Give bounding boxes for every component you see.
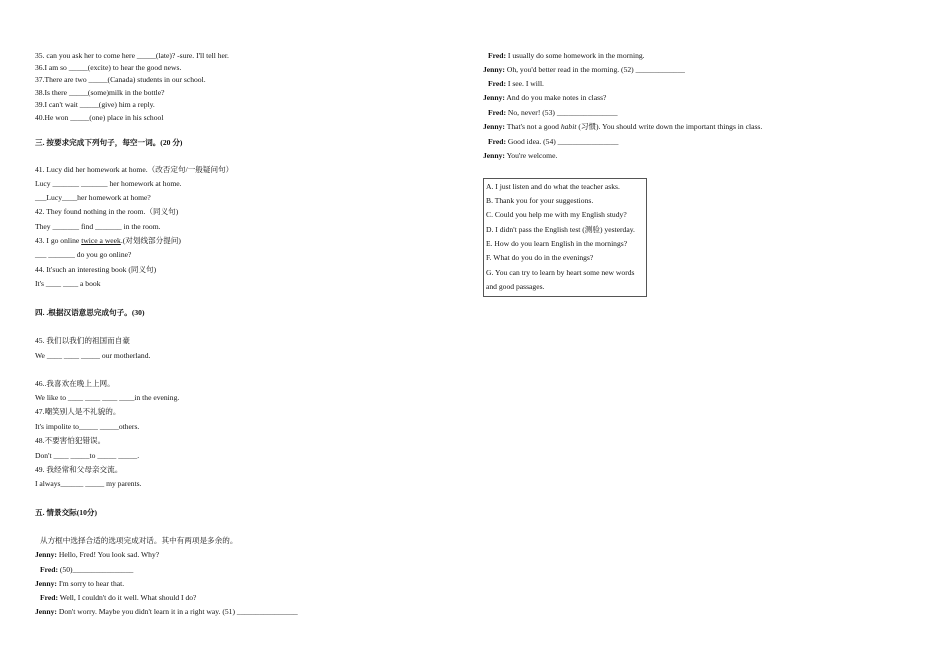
option-b: B. Thank you for your suggestions. bbox=[486, 196, 594, 205]
dialogue-text: Good idea. (54) ________________ bbox=[506, 137, 619, 146]
dialogue-text: I'm sorry to hear that. bbox=[56, 579, 125, 588]
question-37: 37.There are two _____(Canada) students in our school. bbox=[35, 75, 206, 84]
dialogue-text: No, never! (53) ________________ bbox=[506, 108, 618, 117]
speaker-label: Jenny: bbox=[483, 93, 505, 102]
section-3-title: 三. 按要求完成下列句子，每空一词。(20 分) bbox=[35, 138, 183, 147]
option-d: D. I didn't pass the English test (测验) yesterday. bbox=[486, 225, 635, 234]
option-c: C. Could you help me with my English study? bbox=[486, 210, 627, 219]
speaker-label: Jenny: bbox=[35, 550, 57, 559]
question-48: 48.不要害怕犯错误。 bbox=[35, 436, 106, 445]
dialogue-line bbox=[488, 51, 645, 61]
dialogue-text: You're welcome. bbox=[504, 151, 558, 160]
speaker-label: Jenny: bbox=[483, 151, 505, 160]
question-44: 44. It'such an interesting book (同义句) bbox=[35, 265, 157, 274]
question-41-b: ___Lucy____her homework at home? bbox=[35, 193, 151, 202]
dialogue-text: Oh, you'd better read in the morning. (52) _____________ bbox=[504, 65, 685, 74]
section-5-intro: 从方框中选择合适的选项完成对话。其中有两项是多余的。 bbox=[40, 536, 238, 545]
question-42-a: They _______ find _______ in the room. bbox=[35, 222, 161, 231]
question-44-a: It's ____ ____ a book bbox=[35, 279, 101, 288]
option-g: G. You can try to learn by heart some new words bbox=[486, 268, 635, 277]
question-49: 49. 我经常和父母亲交流。 bbox=[35, 465, 123, 474]
speaker-label: Fred: bbox=[40, 565, 58, 574]
option-g-continued: and good passages. bbox=[486, 282, 545, 291]
option-e: E. How do you learn English in the mornings? bbox=[486, 239, 628, 248]
dialogue-line bbox=[488, 79, 544, 89]
dialogue-text: (50)________________ bbox=[58, 565, 134, 574]
dialogue-line bbox=[488, 108, 618, 118]
question-36: 36.I am so _____(excite) to hear the good news. bbox=[35, 63, 182, 72]
speaker-label: Fred: bbox=[488, 79, 506, 88]
dialogue-line bbox=[35, 607, 298, 617]
question-47-a: It's impolite to_____ _____others. bbox=[35, 422, 140, 431]
speaker-label: Jenny: bbox=[35, 607, 57, 616]
question-39: 39.I can't wait _____(give) him a reply. bbox=[35, 100, 155, 109]
question-43-a: ___ _______ do you go online? bbox=[35, 250, 132, 259]
question-46: 46..我喜欢在晚上上网。 bbox=[35, 379, 115, 388]
dialogue-line bbox=[483, 93, 606, 103]
speaker-label: Fred: bbox=[488, 51, 506, 60]
question-49-a: I always______ _____ my parents. bbox=[35, 479, 142, 488]
question-47: 47.嘲笑别人是不礼貌的。 bbox=[35, 407, 121, 416]
dialogue-italic-word: habit bbox=[560, 122, 577, 131]
section-5-title: 五. 情景交际(10分) bbox=[35, 508, 98, 517]
dialogue-text: Hello, Fred! You look sad. Why? bbox=[56, 550, 160, 559]
option-a: A. I just listen and do what the teacher asks. bbox=[486, 182, 620, 191]
question-40: 40.He won _____(one) place in his school bbox=[35, 113, 164, 122]
dialogue-text: I usually do some homework in the morning. bbox=[506, 51, 645, 60]
speaker-label: Jenny: bbox=[483, 65, 505, 74]
question-42: 42. They found nothing in the room.（同义句) bbox=[35, 207, 179, 216]
speaker-label: Fred: bbox=[488, 108, 506, 117]
dialogue-line bbox=[488, 137, 618, 147]
question-45-a: We ____ ____ _____ our motherland. bbox=[35, 351, 151, 360]
dialogue-line bbox=[483, 122, 762, 132]
dialogue-line bbox=[483, 151, 557, 161]
section-4-title: 四. .根据汉语意思完成句子。(30) bbox=[35, 308, 145, 317]
question-35: 35. can you ask her to come here _____(late)? -sure. I'll tell her. bbox=[35, 51, 229, 60]
dialogue-line bbox=[35, 550, 159, 560]
speaker-label: Jenny: bbox=[483, 122, 505, 131]
question-43-post: .(对划线部分提问) bbox=[120, 236, 181, 245]
dialogue-text: I see. I will. bbox=[506, 79, 544, 88]
dialogue-text: Don't worry. Maybe you didn't learn it in a right way. (51) ________________ bbox=[56, 607, 298, 616]
dialogue-line bbox=[40, 593, 196, 603]
dialogue-text: That's not a good bbox=[504, 122, 561, 131]
dialogue-text: And do you make notes in class? bbox=[504, 93, 607, 102]
options-box bbox=[483, 178, 647, 297]
question-48-a: Don't ____ _____to _____ _____. bbox=[35, 451, 140, 460]
dialogue-line bbox=[35, 579, 124, 589]
speaker-label: Fred: bbox=[40, 593, 58, 602]
dialogue-line bbox=[483, 65, 685, 75]
question-45: 45. 我们以我们的祖国而自豪 bbox=[35, 336, 130, 345]
dialogue-line bbox=[40, 565, 133, 575]
question-43-underlined: twice a week bbox=[81, 236, 121, 245]
question-43 bbox=[35, 236, 181, 246]
question-38: 38.Is there _____(some)milk in the bottle? bbox=[35, 88, 165, 97]
question-46-a: We like to ____ ____ ____ ____in the evening. bbox=[35, 393, 180, 402]
question-43-pre: 43. I go online bbox=[35, 236, 82, 245]
dialogue-text: (习惯). You should write down the important things in class. bbox=[576, 122, 763, 131]
question-41: 41. Lucy did her homework at home.（改否定句/一般疑问句） bbox=[35, 165, 234, 174]
dialogue-text: Well, I couldn't do it well. What should I do? bbox=[58, 593, 197, 602]
option-f: F. What do you do in the evenings? bbox=[486, 253, 594, 262]
question-41-a: Lucy _______ _______ her homework at home. bbox=[35, 179, 182, 188]
speaker-label: Jenny: bbox=[35, 579, 57, 588]
speaker-label: Fred: bbox=[488, 137, 506, 146]
